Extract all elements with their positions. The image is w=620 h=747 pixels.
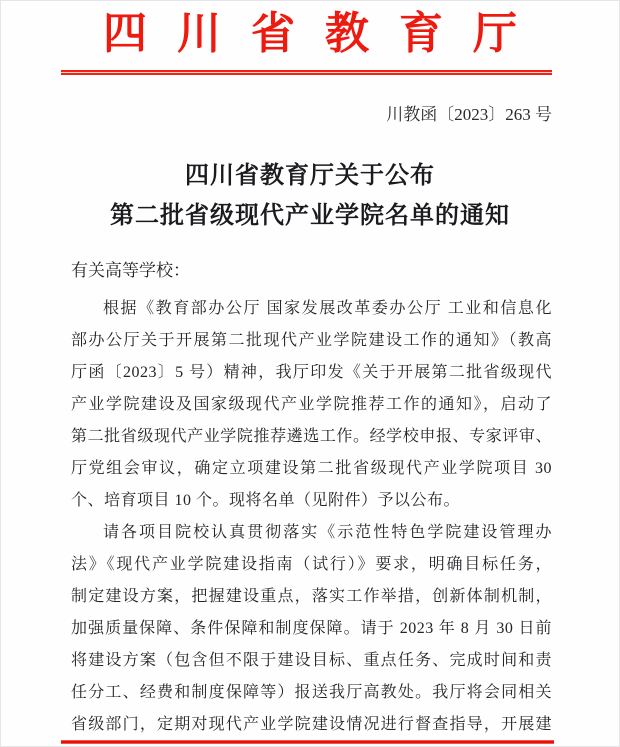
body-line: 厅函〔2023〕5 号）精神，我厅印发《关于开展第二批省级现代: [71, 364, 552, 381]
body-line: 任分工、经费和制度保障等）报送我厅高教处。我厅将会同相关: [71, 684, 552, 701]
body-line: 加强质量保障、条件保障和制度保障。请于 2023 年 8 月 30 日前: [71, 620, 552, 637]
document-title: [1, 156, 619, 236]
body-line: 部办公厅关于开展第二批现代产业学院建设工作的通知》（教高: [71, 332, 552, 349]
document-reference-number: 川教函〔2023〕263 号: [386, 105, 552, 124]
body-line: 省级部门，定期对现代产业学院建设情况进行督查指导，开展建: [71, 716, 552, 733]
letterhead-red-rule: [61, 70, 552, 75]
body-line: 第二批省级现代产业学院推荐遴选工作。经学校申报、专家评审、: [71, 428, 552, 445]
body-line: 制定建设方案，把握建设重点，落实工作举措，创新体制机制，: [71, 588, 552, 605]
document-title-line-2: 第二批省级现代产业学院名单的通知: [110, 203, 510, 229]
document-body: [71, 293, 552, 741]
body-line: 个、培育项目 10 个。现将名单（见附件）予以公布。: [71, 492, 461, 509]
body-line: 将建设方案（包含但不限于建设目标、重点任务、完成时间和责: [71, 652, 552, 669]
body-line: 请各项目院校认真贯彻落实《示范性特色学院建设管理办: [103, 524, 552, 541]
document-title-line-1: 四川省教育厅关于公布: [185, 163, 435, 189]
body-line: 法》《现代产业学院建设指南（试行）》要求，明确目标任务，: [71, 556, 552, 573]
body-line: 根据《教育部办公厅 国家发展改革委办公厅 工业和信息化: [103, 300, 552, 317]
body-line: 产业学院建设及国家级现代产业学院推荐工作的通知》，启动了: [71, 396, 552, 413]
salutation: 有关高等学校：: [71, 261, 190, 280]
page-footer-red-rule: [61, 740, 554, 744]
letterhead-agency-name: 四川省教育厅: [103, 9, 547, 58]
body-line: 厅党组会审议，确定立项建设第二批省级现代产业学院项目 30: [71, 460, 552, 477]
